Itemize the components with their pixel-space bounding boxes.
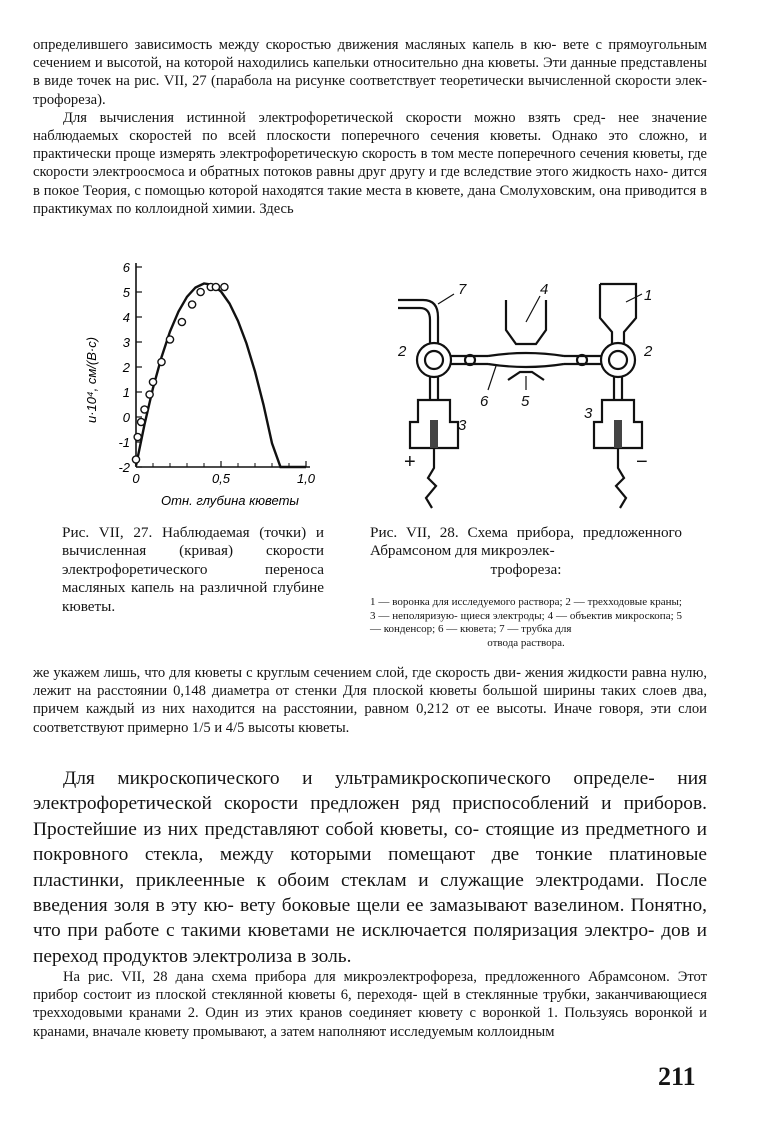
text-line: Для плоской кюветы большой ширины таких слоев два, причем каждый из них — [33, 683, 708, 718]
text-line: Для микроскопического и ультрамикроскопического определе- — [63, 768, 655, 789]
legend-end: отвода раствора. — [487, 636, 565, 649]
text-line: и обратных потоков равны друг другу и где вследствие этого жидкость нахо- — [188, 164, 669, 181]
text-line: этих кранов соединяет кювету с воронкой 1. Пользуясь воронкой и кранами, — [33, 1005, 707, 1040]
figure-28-caption-end: трофореза: — [490, 560, 562, 578]
y-tick-label: 5 — [122, 285, 130, 300]
y-tick-label: 0 — [122, 410, 130, 425]
left-tube — [451, 356, 488, 364]
pointer-4 — [526, 296, 540, 322]
data-point — [134, 433, 141, 440]
text-line: находится на расстоянии, равном 0,212 от ее высоты. Иначе говоря, эти слои — [192, 701, 707, 718]
paragraph-5 — [33, 968, 707, 1041]
pointer-6 — [488, 366, 496, 390]
left-down-tube — [430, 377, 438, 400]
right-electrode — [614, 420, 622, 448]
text-line: щей в стеклянные трубки, заканчивающиеся трехходовыми кранами 2. Один из — [33, 987, 707, 1022]
text-line: скорость в том месте поперечного сечения кюветы, где скорости электроосмоса — [33, 146, 707, 181]
y-tick-label: 4 — [122, 310, 130, 325]
label-5: 5 — [521, 393, 530, 410]
figure-28-legend — [370, 596, 682, 650]
x-tick-label: 0 — [132, 471, 140, 486]
text-line: вету боковые щели ее замазывают вазелином. Понятно, что при — [33, 895, 707, 942]
label-6: 6 — [480, 393, 489, 410]
y-axis-label: u·10⁴, см/(В·с) — [84, 336, 99, 424]
legend-line: щиеся электроды; 4 — объектив микроскопа; — [460, 609, 674, 622]
label-2-left: 2 — [398, 343, 407, 360]
right-tube — [564, 356, 601, 364]
right-stopcock — [601, 343, 635, 377]
text-line: трофореза). — [33, 91, 106, 108]
text-line: дится в покое Теория, с помощью которой находятся такие места в кювете, — [33, 164, 707, 199]
data-point — [158, 358, 165, 365]
data-point — [221, 283, 228, 290]
chart-ticks — [118, 260, 315, 486]
figure-27-chart — [80, 255, 330, 520]
minus-sign: − — [636, 451, 648, 473]
text-line: стоящие из предметного и покровного стекла, между которыми — [33, 818, 707, 866]
y-tick-label: 2 — [122, 360, 130, 375]
right-down-tube — [614, 377, 622, 400]
text-line: ния электрофоретической скорости предложен ряд приспособлений — [33, 768, 707, 815]
figure-27-caption: Рис. VII, 27. Наблюдаемая (точки) и вычисленная (кривая) скорости электрофоретического переноса масляных капель на различной глубине кюветы. — [62, 524, 324, 615]
legend-line: 5 — конденсор; 6 — кювета; 7 — трубка для — [370, 609, 683, 636]
label-1: 1 — [644, 287, 653, 304]
outlet-tube — [398, 300, 438, 344]
paragraph-2 — [33, 109, 707, 218]
figure-28-apparatus — [378, 272, 668, 512]
x-tick-label: 0,5 — [211, 471, 231, 486]
label-3-left: 3 — [458, 417, 467, 434]
left-stopcock — [417, 343, 451, 377]
text-line: дов и переход продуктов электролиза в золь. — [33, 920, 707, 967]
data-point — [178, 318, 185, 325]
pointer-7 — [438, 294, 454, 304]
text-line: Для вычисления истинной электрофоретической скорости можно взять сред- — [63, 109, 606, 126]
text-line: работе с такими кюветами не исключается поляризация электро- — [104, 920, 655, 942]
paragraph-4 — [33, 766, 707, 969]
funnel — [600, 284, 636, 344]
text-line: (парабола на рисунке соответствует теоретически вычисленной скорости элек- — [211, 73, 707, 90]
text-line: дана Смолуховским, она приводится в практикумах по коллоидной химии. Здесь — [33, 182, 708, 217]
y-tick-label: 6 — [122, 260, 130, 275]
y-tick-label: 1 — [122, 385, 130, 400]
text-line: На рис. VII, 28 дана схема прибора для микроэлектрофореза, предложенного — [63, 969, 581, 985]
text-line: определившего зависимость между скоростью движения масляных капель в кю- — [33, 37, 557, 53]
right-wire — [616, 448, 626, 508]
legend-line: 2 — трехходовые краны; 3 — неполяризую- — [370, 596, 682, 622]
data-point — [189, 301, 196, 308]
text-line: вете с прямоугольным сечением и высотой, на которой находились капельки — [33, 37, 707, 72]
data-point — [141, 406, 148, 413]
text-line: кюветы. Однако это сложно, и практически проще измерять электрофоретическую — [33, 128, 707, 163]
x-tick-label: 1,0 — [296, 471, 316, 486]
text-line: помещают две тонкие платиновые пластинки, приклеенные к обоим — [33, 844, 707, 891]
legend-line: 1 — воронка для исследуемого раствора; — [370, 596, 563, 608]
page-number: 211 — [658, 1062, 696, 1091]
left-wire — [426, 448, 436, 508]
label-4: 4 — [540, 281, 549, 298]
data-point — [146, 391, 153, 398]
text-line: относительно дна кюветы. Эти данные представлены в виде точек на рис. VII, 27 — [33, 55, 707, 90]
paragraph-1 — [33, 36, 707, 109]
text-line: же укажем лишь, что для кюветы с круглым сечением слой, где скорость дви- — [33, 665, 521, 681]
text-line: Абрамсоном. Этот прибор состоит из плоской стеклянной кюветы 6, переходя- — [33, 969, 708, 1004]
apparatus-drawing — [398, 284, 642, 508]
data-point — [149, 378, 156, 385]
data-point — [138, 418, 145, 425]
y-tick-label: 3 — [122, 335, 130, 350]
figure-28-caption-title: Рис. VII, 28. Схема прибора, предложенного Абрамсоном для микроэлек- — [370, 524, 682, 560]
label-3-right: 3 — [584, 405, 593, 422]
text-line: нее значение наблюдаемых скоростей по всей плоскости поперечного сечения — [33, 109, 708, 145]
y-tick-label: -2 — [118, 460, 130, 475]
theoretical-curve — [136, 284, 306, 468]
data-point — [212, 283, 219, 290]
left-electrode — [430, 420, 438, 448]
paragraph-top — [33, 36, 707, 218]
text-line: и приборов. Простейшие из них представляют собой кюветы, со- — [33, 793, 707, 840]
plus-sign: + — [404, 451, 416, 473]
text-line: соответствуют примерно 1/5 и 4/5 высоты кюветы. — [33, 719, 350, 736]
left-stopcock-core — [425, 351, 443, 369]
data-point — [166, 336, 173, 343]
x-axis-label: Отн. глубина кюветы — [161, 493, 299, 508]
paragraph-3 — [33, 664, 707, 737]
right-stopcock-core — [609, 351, 627, 369]
figure-28-caption — [370, 524, 682, 579]
text-line: жения жидкости равна нулю, лежит на расстоянии 0,148 диаметра от стенки — [33, 665, 707, 700]
data-point — [132, 456, 139, 463]
y-tick-label: -1 — [118, 435, 130, 450]
label-2-right: 2 — [644, 343, 653, 360]
text-line: стеклам и служащие электродами. После введения золя в эту кю- — [33, 869, 707, 917]
data-point — [197, 288, 204, 295]
pointer-1 — [626, 294, 642, 302]
cuvette — [488, 353, 564, 367]
text-line: вначале кювету промывают, а затем наполняют исследуемым коллоидным — [92, 1023, 555, 1040]
outlet-tube-inner — [398, 308, 430, 344]
label-7: 7 — [458, 281, 467, 298]
